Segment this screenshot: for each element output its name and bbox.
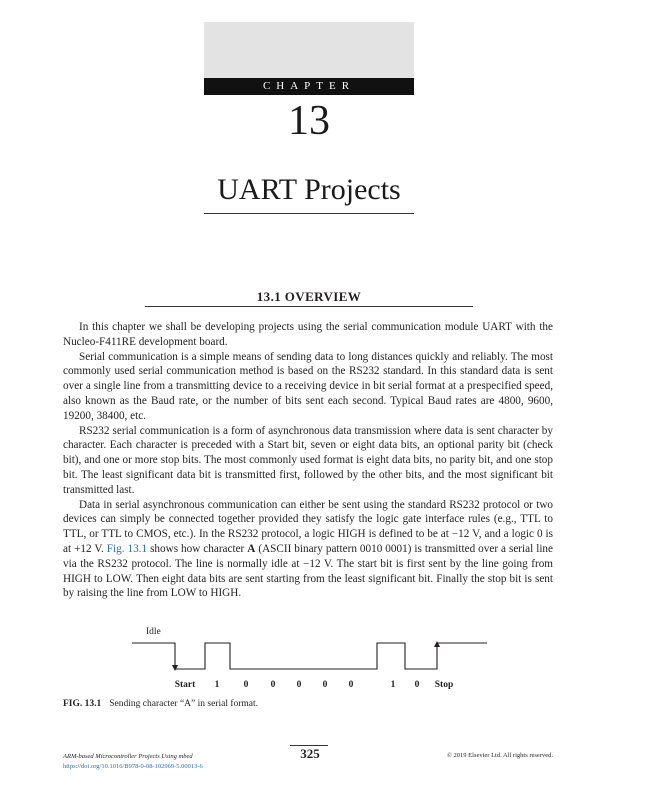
bold-character: A	[247, 542, 256, 555]
bit-label: 0	[322, 680, 328, 690]
book-title: ARM-based Microcontroller Projects Using mbed	[63, 753, 193, 760]
bit-label: 0	[270, 680, 276, 690]
bit-label: 0	[414, 680, 420, 690]
chapter-label: CHAPTER	[204, 78, 414, 95]
figure-link[interactable]: Fig. 13.1	[106, 542, 148, 555]
figure-caption	[63, 699, 258, 709]
idle-label: Idle	[146, 627, 161, 637]
paragraph-text: (ASCII binary pattern 0010 0001) is transmitted over a serial line via the RS232 protocol. The line is normally idle at −12 V. The start bit is first sent by the line going from HIGH to LOW. Then eight data bits are sent starting from the least significant bit. Finally the stop bit is sent by raising the line from LOW to HIGH.	[63, 542, 553, 600]
bit-label: 1	[390, 680, 396, 690]
section-heading: 13.1 OVERVIEW	[256, 289, 362, 304]
bit-label: Stop	[434, 680, 454, 690]
paragraph: Serial communication is a simple means of sending data to long distances quickly and reliably. The most commonly used serial communication method is based on the RS232 standard. In this standard data is sent over a single line from a transmitting device to a receiving device in bit serial format at a prespecified speed, also known as the Baud rate, or the number of bits sent each second. Typical Baud rates are 4800, 9600, 19200, 38400, etc.	[63, 350, 553, 422]
figure-caption-text: Sending character “A” in serial format.	[109, 699, 259, 709]
page-number: 325	[300, 746, 320, 761]
paragraph-text: shows how character	[147, 542, 248, 555]
copyright: © 2019 Elsevier Ltd. All rights reserved.	[446, 752, 553, 759]
paragraph: In this chapter we shall be developing projects using the serial communication module UART with the Nucleo-F411RE development board.	[63, 321, 553, 348]
footer-left	[63, 752, 203, 772]
bit-label: Start	[174, 680, 196, 690]
bit-label: 0	[296, 680, 302, 690]
bit-label: 0	[243, 680, 249, 690]
bit-label: 0	[348, 680, 354, 690]
paragraph-text: Data in serial asynchronous communication can either be sent using the standard RS232 protocol or two devices can simply be connected together provided they satisfy the logic gate interface rules (e.g., TTL to TTL, or TTL to CMOS, etc.). In the RS232 protocol, a logic HIGH is defined to be at −12 V, and a logic 0 is at +12 V.	[63, 498, 553, 555]
paragraph: RS232 serial communication is a form of asynchronous data transmission where data is sent character by character. Each character is preceded with a Start bit, seven or eight data bits, an optional parity bit (check bit), and one or more stop bits. The most commonly used format is eight data bits, no parity bit, and one stop bit. The least significant data bit is transmitted first, followed by the other bits, and the most significant bit transmitted last.	[63, 424, 553, 496]
chapter-title: UART Projects	[217, 173, 401, 206]
doi-link[interactable]: https://doi.org/10.1016/B978-0-08-102969-5.00013-6	[63, 763, 203, 770]
chapter-number: 13	[288, 98, 330, 144]
bit-label: 1	[214, 680, 220, 690]
waveform-trace	[132, 643, 487, 669]
figure-number: FIG. 13.1	[63, 699, 102, 709]
